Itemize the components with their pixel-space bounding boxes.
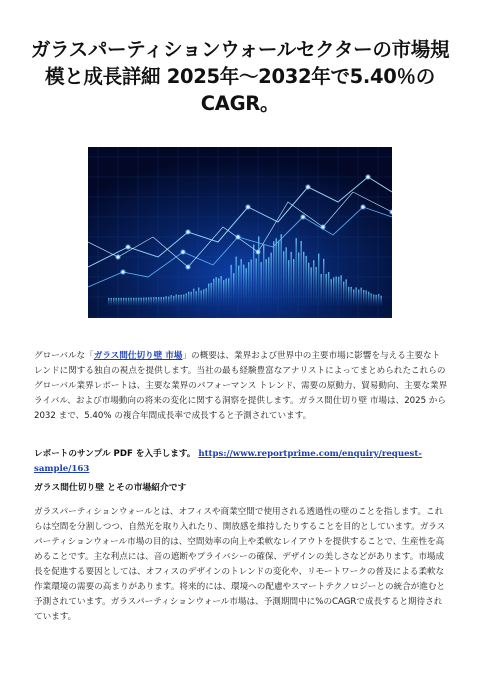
decorative-glow-dot — [185, 264, 191, 270]
decorative-bar — [168, 297, 169, 306]
decorative-glow-dot — [255, 249, 261, 255]
decorative-glow-dot — [305, 184, 311, 190]
decorative-glow-dot — [365, 174, 371, 180]
decorative-bar — [126, 298, 127, 306]
decorative-bar — [358, 290, 359, 306]
decorative-bar — [283, 251, 284, 306]
decorative-bar — [281, 234, 282, 306]
decorative-bar — [296, 238, 297, 306]
decorative-bar — [108, 298, 109, 306]
decorative-bar — [223, 280, 224, 306]
market-keyword-link[interactable]: ガラス間仕切り壁 市場 — [93, 351, 183, 361]
decorative-glow-dot — [300, 214, 306, 220]
decorative-bar — [113, 298, 114, 306]
decorative-bar — [193, 289, 194, 306]
decorative-bar — [328, 272, 329, 306]
decorative-bar — [341, 275, 342, 306]
market-description: ガラスパーティションウォールとは、オフィスや商業空間で使用される透過性の壁のことを指します。これらは空間を分割しつつ、自然光を取り入れたり、開放感を維持したりすることを目的としています。ガラスパーティションウォール市場の目的は、空間効率の向上や柔軟なレイアウトを提供することで、生産性を高めることです。主な利点には、音の遮断やプライバシーの確保、デザインの美しさなどがあります。市場成長を促進する要因としては、オフィスのデザインのトレンドの変化や、リモートワークの普及による柔軟な作業環境の需要の高まりがあります。将来的には、環境への配慮やスマートテクノロジーとの統合が進むと予測されています。ガラスパーティションウォール市場は、予測期間中に%のCAGRで成長すると期待されています。 — [34, 507, 446, 622]
decorative-bar — [206, 288, 207, 306]
decorative-bar — [196, 291, 197, 306]
decorative-bar — [348, 287, 349, 306]
decorative-bar — [266, 259, 267, 306]
decorative-bar — [246, 268, 247, 306]
decorative-bar — [136, 298, 137, 306]
decorative-bar — [288, 260, 289, 306]
decorative-bar — [378, 294, 379, 306]
decorative-bar — [376, 295, 377, 306]
decorative-bar — [116, 298, 117, 306]
decorative-bar — [291, 252, 292, 306]
decorative-bar — [173, 296, 174, 306]
decorative-bar — [188, 292, 189, 306]
decorative-bar — [133, 298, 134, 306]
page-title: ガラスパーティションウォールセクターの市場規模と成長詳細 2025年〜2032年で5.40％のCAGR。 — [30, 38, 450, 115]
decorative-bar — [306, 256, 307, 306]
decorative-bar — [371, 294, 372, 306]
decorative-bar — [258, 236, 259, 306]
decorative-bar — [141, 298, 142, 306]
decorative-bar — [238, 266, 239, 306]
decorative-glow-dot — [320, 224, 326, 230]
decorative-bar — [361, 288, 362, 306]
decorative-bar — [368, 292, 369, 306]
intro-prefix: グローバルな「 — [34, 351, 94, 361]
decorative-bar — [301, 241, 302, 306]
decorative-bar — [198, 288, 199, 306]
decorative-bar — [241, 259, 242, 306]
decorative-bar — [201, 291, 202, 306]
decorative-bar — [181, 295, 182, 306]
decorative-bar — [363, 290, 364, 306]
decorative-bar — [278, 241, 279, 306]
decorative-bar — [156, 297, 157, 306]
decorative-bar — [243, 265, 244, 306]
intro-paragraph — [34, 349, 448, 424]
decorative-bar — [176, 294, 177, 306]
decorative-bar — [166, 296, 167, 306]
decorative-glow-dot — [235, 234, 241, 240]
decorative-bar — [131, 298, 132, 306]
decorative-bar — [343, 282, 344, 306]
decorative-bar — [293, 259, 294, 306]
decorative-bar — [218, 278, 219, 306]
decorative-bar — [331, 279, 332, 306]
decorative-bar — [338, 277, 339, 306]
decorative-bar — [236, 257, 237, 306]
decorative-bar — [351, 287, 352, 306]
sample-request — [34, 447, 448, 477]
decorative-bar — [273, 241, 274, 306]
decorative-bar — [303, 252, 304, 306]
decorative-glow-dot — [180, 249, 186, 255]
decorative-bar — [298, 253, 299, 306]
decorative-glow-dot — [245, 204, 251, 210]
decorative-bar — [356, 287, 357, 306]
decorative-bar — [178, 295, 179, 306]
decorative-glow-dot — [125, 244, 131, 250]
decorative-bar — [323, 259, 324, 306]
decorative-bar — [213, 279, 214, 306]
decorative-bar — [208, 284, 209, 306]
decorative-bar — [271, 253, 272, 306]
decorative-bar — [316, 267, 317, 306]
decorative-bar — [226, 279, 227, 306]
decorative-bar — [228, 278, 229, 306]
decorative-bar — [171, 295, 172, 306]
data-visualization-illustration — [88, 147, 392, 318]
decorative-bar — [118, 298, 119, 306]
decorative-bar — [158, 297, 159, 306]
decorative-bar — [256, 259, 257, 306]
decorative-bar — [263, 245, 264, 306]
decorative-bar — [311, 267, 312, 306]
decorative-bar — [148, 297, 149, 306]
decorative-bar — [268, 257, 269, 306]
decorative-bar — [318, 254, 319, 306]
hero-image — [88, 147, 392, 318]
decorative-bar — [286, 247, 287, 306]
decorative-bar — [183, 295, 184, 306]
decorative-bar — [231, 265, 232, 306]
sample-url-link[interactable]: https://www.reportprime.com/enquiry/request-sample/163 — [34, 449, 422, 474]
decorative-bar — [373, 295, 374, 306]
decorative-bar — [151, 297, 152, 306]
intro-body: 」の概要は、業界および世界中の主要市場に影響を与える主要なトレンドに関する独自の視点を提供します。当社の最も経験豊富なアナリストによってまとめられたこれらのグローバル業界レポートは、主要な業界のパフォーマンス トレンド、需要の原動力、貿易動向、主要な業界ライバル、および市場動向の将来の変化に関する洞察を提供します。ガラス間仕切り壁 市場は、2025 から 2032 まで、5.40% の複合年間成長率で成長すると予測されています。 — [34, 351, 448, 421]
decorative-bar — [253, 244, 254, 306]
decorative-bar — [203, 289, 204, 306]
decorative-bar — [308, 263, 309, 306]
decorative-bar — [211, 283, 212, 306]
decorative-bar — [123, 298, 124, 306]
decorative-bar — [146, 298, 147, 306]
decorative-bar — [138, 298, 139, 306]
decorative-bar — [143, 298, 144, 306]
decorative-bar — [261, 262, 262, 306]
decorative-bar — [313, 260, 314, 306]
decorative-bar — [248, 262, 249, 306]
section-heading: ガラス間仕切り壁 とその市場紹介です — [34, 483, 187, 493]
decorative-bar — [326, 274, 327, 306]
decorative-bar — [336, 277, 337, 306]
decorative-glow-dot — [185, 229, 191, 235]
decorative-bar — [366, 290, 367, 306]
decorative-glow-dot — [360, 204, 366, 210]
sample-label: レポートのサンプル PDF を入手します。 — [34, 449, 196, 459]
decorative-glow-dot — [115, 254, 121, 260]
decorative-bar — [163, 297, 164, 306]
decorative-bar — [221, 276, 222, 306]
decorative-bar — [153, 297, 154, 306]
decorative-bar — [276, 238, 277, 306]
decorative-bar — [346, 279, 347, 306]
decorative-bar — [161, 297, 162, 306]
decorative-bar — [121, 298, 122, 306]
decorative-glow-dot — [120, 269, 126, 275]
decorative-bar — [251, 260, 252, 306]
decorative-bar — [186, 293, 187, 306]
decorative-bar — [321, 274, 322, 306]
decorative-bar — [216, 277, 217, 306]
decorative-bar — [333, 277, 334, 306]
decorative-bar — [233, 273, 234, 306]
decorative-bar — [111, 298, 112, 306]
decorative-bar — [128, 298, 129, 306]
decorative-bar — [191, 292, 192, 306]
decorative-bar — [381, 296, 382, 306]
decorative-bar — [353, 289, 354, 306]
